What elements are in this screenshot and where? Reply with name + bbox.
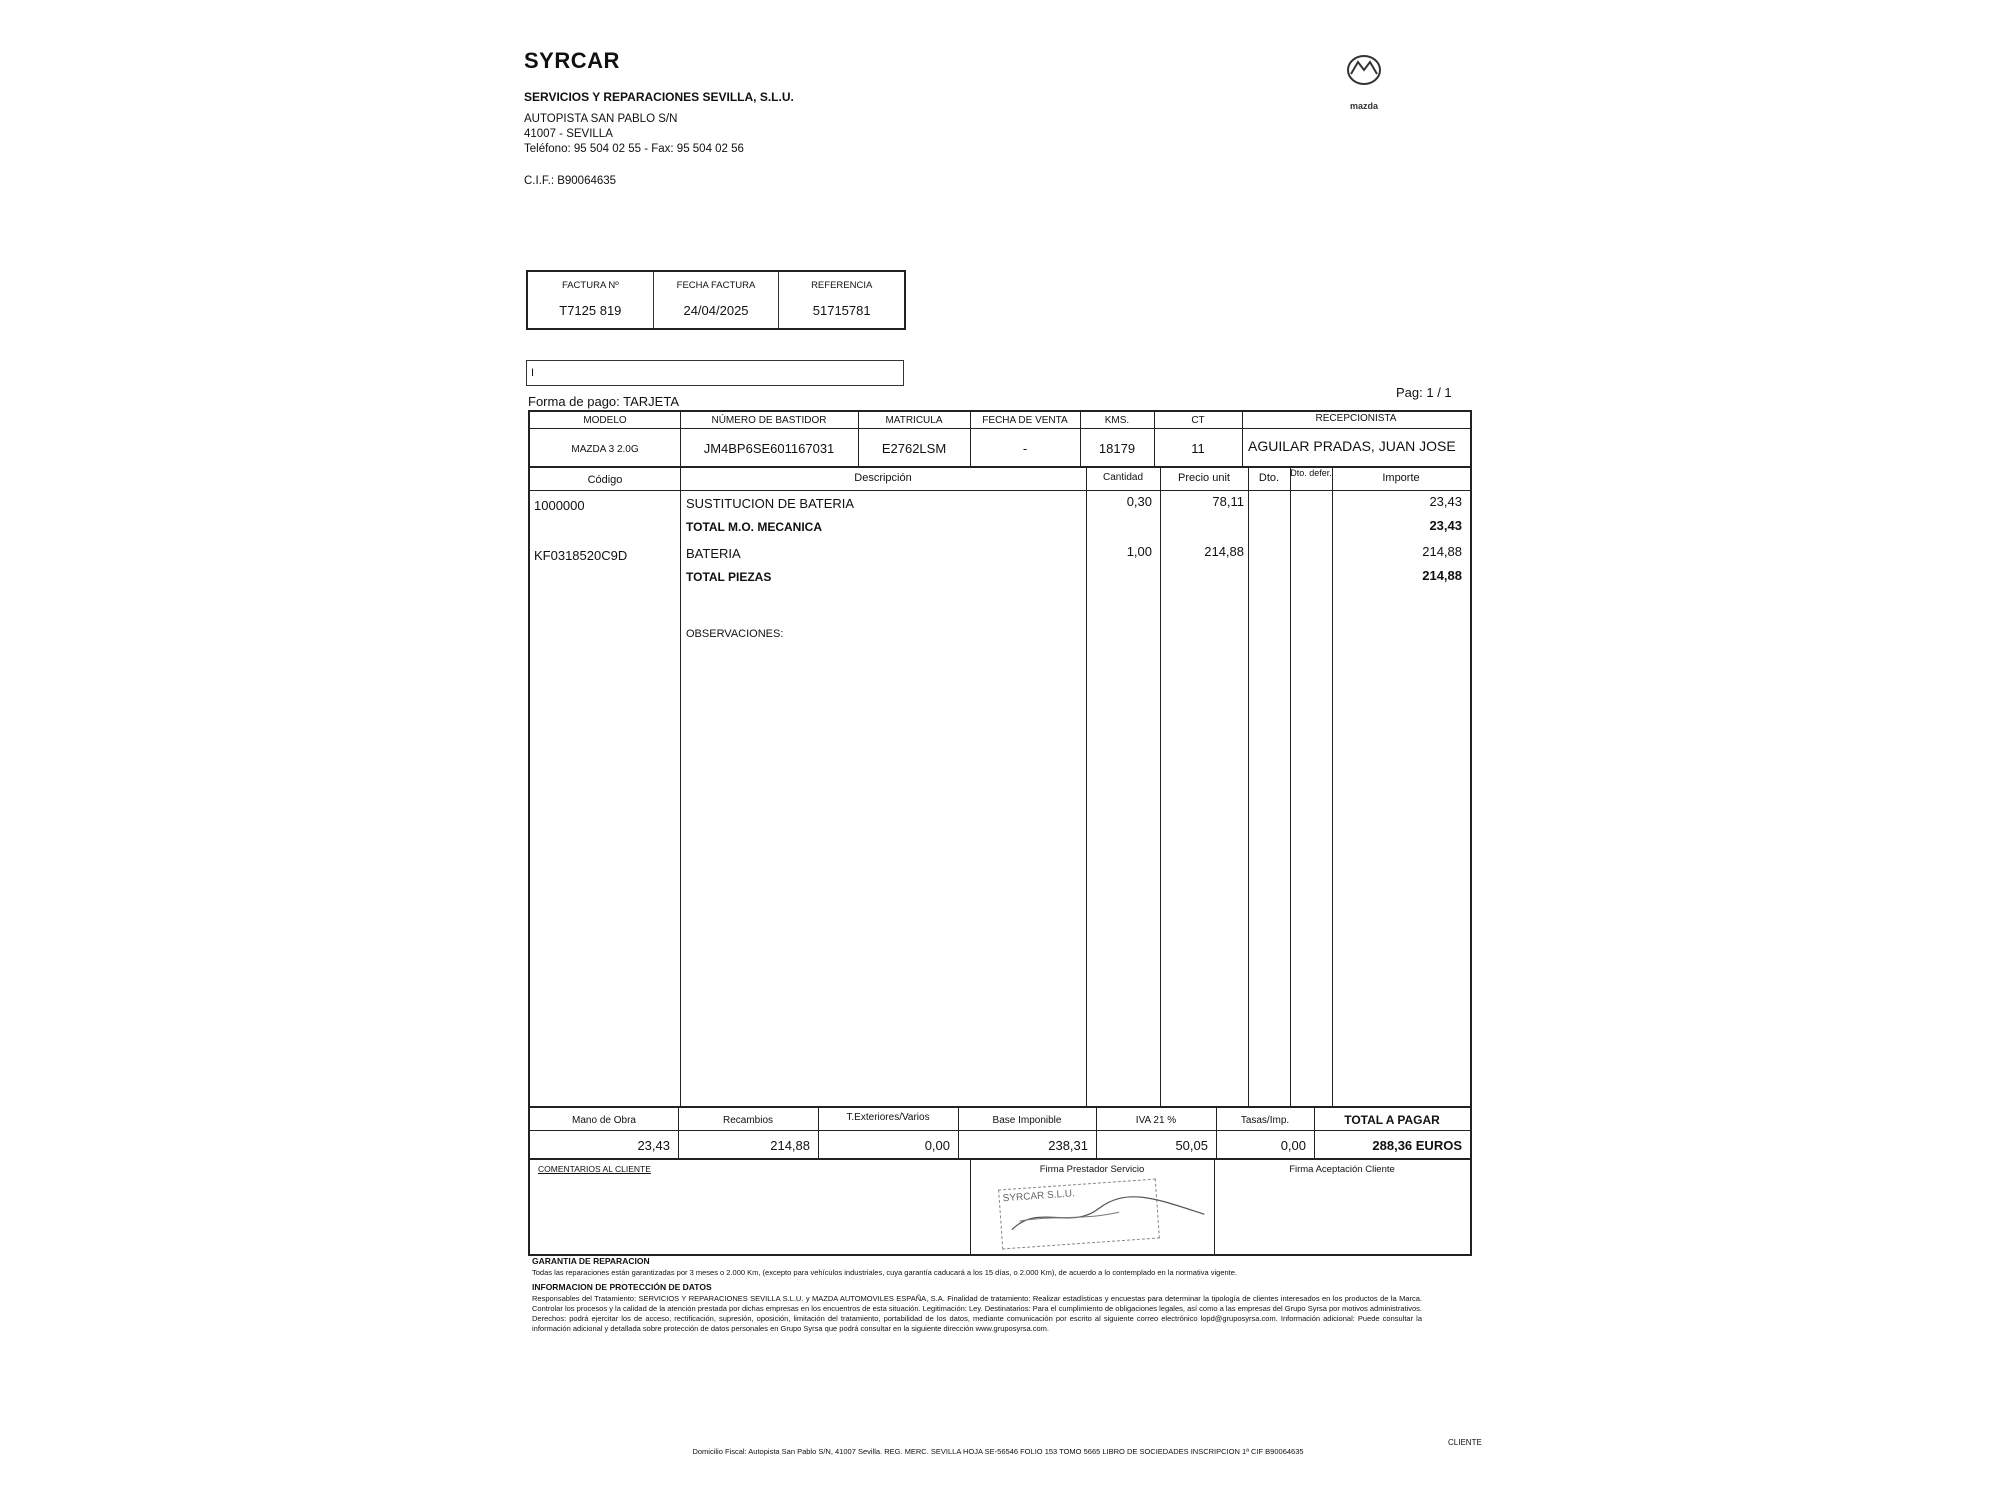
invoice-reference-label: REFERENCIA: [811, 280, 873, 291]
vehicle-header-recepcionista: RECEPCIONISTA: [1315, 413, 1397, 424]
invoice-table: [528, 410, 1472, 1256]
lines-header-codigo: Código: [587, 474, 623, 486]
invoice-header-box: [526, 270, 906, 330]
vehicle-header-bastidor: NÚMERO DE BASTIDOR: [711, 415, 827, 426]
invoice-date: 24/04/2025: [683, 303, 749, 318]
footer-text: Domicilio Fiscal: Autopista San Pablo S/N, 41007 Sevilla. REG. MERC. SEVILLA HOJA SE-56546 FOLIO 153 TOMO 5665 LIBRO DE SOCIEDADES INSCRIPCION 1ª CIF B90064635: [692, 1447, 1304, 1456]
lines-col-divider: [1248, 466, 1249, 1106]
lines-header-descripcion: Descripción: [854, 472, 912, 484]
lines-header-precio: Precio unit: [1178, 472, 1230, 484]
proteccion-text: Responsables del Tratamiento: SERVICIOS Y REPARACIONES SEVILLA S.L.U. y MAZDA AUTOMOVILES ESPAÑA, S.A. Finalidad de tratamiento: Realizar estadísticas y encuestas para determinar la tipología de clientes interesados en los productos de la Marca. Controlar los procesos y la calidad de la atención prestada por dichas empresas en los encuentros de esta situación. Legitimación: Ley. Destinatarios: Para el cumplimiento de obligaciones legales, así como a las empresas del Grupo Syrsa por motivos administrativos. Derechos: podrá ejercitar los de acceso, rectificación, supresión, oposición, limitación del tratamiento, portabilidad de los datos, mediante comunicación por escrito al siguiente correo electrónico lopd@gruposyrsa.com. Información adicional: Puede consultar la información adicional y detallada sobre protección de datos personales en Grupo Syrsa que podrá consultar en la siguiente dirección www.gruposyrsa.com.: [532, 1294, 1422, 1333]
company-legal-name: SERVICIOS Y REPARACIONES SEVILLA, S.L.U.: [524, 90, 794, 104]
vehicle-header-ct: CT: [1191, 415, 1205, 426]
subtotal-label: TOTAL PIEZAS: [686, 570, 772, 584]
line-codigo: 1000000: [534, 498, 585, 513]
invoice-reference-cell: [779, 272, 904, 328]
company-address-line1: AUTOPISTA SAN PABLO S/N: [524, 113, 678, 125]
totals-header-mano-obra: Mano de Obra: [572, 1115, 636, 1126]
vehicle-recepcionista: AGUILAR PRADAS, JUAN JOSE: [1248, 438, 1456, 454]
payment-method: Forma de pago: TARJETA: [528, 394, 680, 409]
lines-header-divider: [530, 490, 1470, 491]
proteccion-title: INFORMACION DE PROTECCIÓN DE DATOS: [532, 1282, 712, 1292]
totals-header-base: Base Imponible: [992, 1115, 1062, 1126]
brand-logo-text: mazda: [1349, 101, 1378, 111]
total-exteriores: 0,00: [924, 1138, 950, 1153]
vehicle-modelo: MAZDA 3 2.0G: [571, 444, 639, 455]
totals-header-iva: IVA 21 %: [1135, 1115, 1177, 1126]
vehicle-header-kms: KMS.: [1104, 415, 1130, 426]
subtotal-importe: 23,43: [1429, 518, 1462, 533]
vehicle-header-fecha-venta: FECHA DE VENTA: [982, 415, 1068, 426]
page-number: Pag: 1 / 1: [1396, 385, 1452, 400]
company-cif: C.I.F.: B90064635: [524, 175, 617, 187]
customer-box-mark: I: [531, 367, 535, 379]
invoice-date-label: FECHA FACTURA: [676, 280, 756, 291]
company-address-line2: 41007 - SEVILLA: [524, 128, 613, 140]
company-phone-fax: Teléfono: 95 504 02 55 - Fax: 95 504 02 56: [524, 143, 744, 155]
vehicle-fecha-venta: -: [1022, 441, 1028, 456]
totals-row-divider: [530, 1158, 1470, 1160]
totals-header-tasas: Tasas/Imp.: [1240, 1115, 1290, 1126]
customer-box: [526, 360, 904, 386]
lines-body-divider: [530, 1106, 1470, 1108]
vehicle-header-modelo: MODELO: [583, 415, 627, 426]
total-iva: 50,05: [1175, 1138, 1208, 1153]
company-name: SYRCAR: [524, 48, 620, 73]
line-precio: 78,11: [1212, 494, 1244, 509]
line-cantidad: 0,30: [1126, 494, 1152, 509]
total-a-pagar: 288,36 EUROS: [1372, 1138, 1462, 1153]
mazda-logo: [1336, 50, 1392, 111]
total-base: 238,31: [1048, 1138, 1088, 1153]
subtotal-label: TOTAL M.O. MECANICA: [686, 520, 822, 534]
invoice-reference: 51715781: [812, 303, 871, 318]
total-recambios: 214,88: [770, 1138, 810, 1153]
invoice-number-label: FACTURA Nº: [561, 280, 619, 291]
lines-header-cantidad: Cantidad: [1102, 472, 1144, 483]
mazda-emblem-icon: [1336, 50, 1392, 96]
company-stamp: [998, 1179, 1160, 1250]
total-tasas: 0,00: [1280, 1138, 1306, 1153]
vehicle-ct: 11: [1191, 441, 1205, 456]
lines-col-divider: [1332, 466, 1333, 1106]
totals-header-recambios: Recambios: [722, 1115, 774, 1126]
observaciones-label: OBSERVACIONES:: [686, 628, 784, 640]
garantia-text: Todas las reparaciones están garantizadas por 3 meses o 2.000 Km, (excepto para vehículos industriales, cuya garantía caducará a los 15 días, o 2.000 Km), de acuerdo a lo contemplado en la normativa vigente.: [532, 1268, 1237, 1277]
lines-header-importe: Importe: [1382, 472, 1420, 484]
vehicle-bastidor: JM4BP6SE601167031: [703, 441, 835, 456]
lines-col-divider: [1290, 466, 1291, 1106]
copy-label: CLIENTE: [1448, 1438, 1482, 1447]
lines-col-divider: [1160, 466, 1161, 1106]
lines-col-divider: [1086, 466, 1087, 1106]
line-importe: 214,88: [1422, 544, 1462, 559]
line-cantidad: 1,00: [1126, 544, 1152, 559]
lines-col-divider: [680, 466, 681, 1106]
lines-header-dto: Dto.: [1258, 472, 1280, 484]
line-importe: 23,43: [1429, 494, 1462, 509]
stamp-text: SYRCAR S.L.U.: [1002, 1188, 1076, 1205]
invoice-date-cell: [654, 272, 780, 328]
totals-header-total: TOTAL A PAGAR: [1344, 1113, 1440, 1127]
invoice-number-cell: [528, 272, 654, 328]
total-mano-obra: 23,43: [637, 1138, 670, 1153]
line-descripcion: SUSTITUCION DE BATERIA: [686, 496, 855, 511]
lines-header-dto-defer: Dto. defer.: [1290, 468, 1332, 478]
line-precio: 214,88: [1204, 544, 1244, 559]
totals-header-divider: [530, 1130, 1470, 1131]
vehicle-header-divider: [530, 428, 1470, 429]
firma-prestador-label: Firma Prestador Servicio: [1039, 1164, 1145, 1175]
invoice-number: T7125 819: [559, 303, 622, 318]
subtotal-importe: 214,88: [1422, 568, 1462, 583]
firma-cliente-label: Firma Aceptación Cliente: [1289, 1164, 1395, 1175]
comentarios-label: COMENTARIOS AL CLIENTE: [538, 1164, 651, 1174]
vehicle-kms: 18179: [1098, 441, 1136, 456]
garantia-title: GARANTIA DE REPARACION: [532, 1256, 650, 1266]
line-codigo: KF0318520C9D: [534, 548, 628, 563]
vehicle-header-matricula: MATRICULA: [885, 415, 943, 426]
totals-header-exteriores: T.Exteriores/Varios: [846, 1112, 930, 1123]
vehicle-matricula: E2762LSM: [881, 441, 947, 456]
line-descripcion: BATERIA: [686, 546, 741, 561]
